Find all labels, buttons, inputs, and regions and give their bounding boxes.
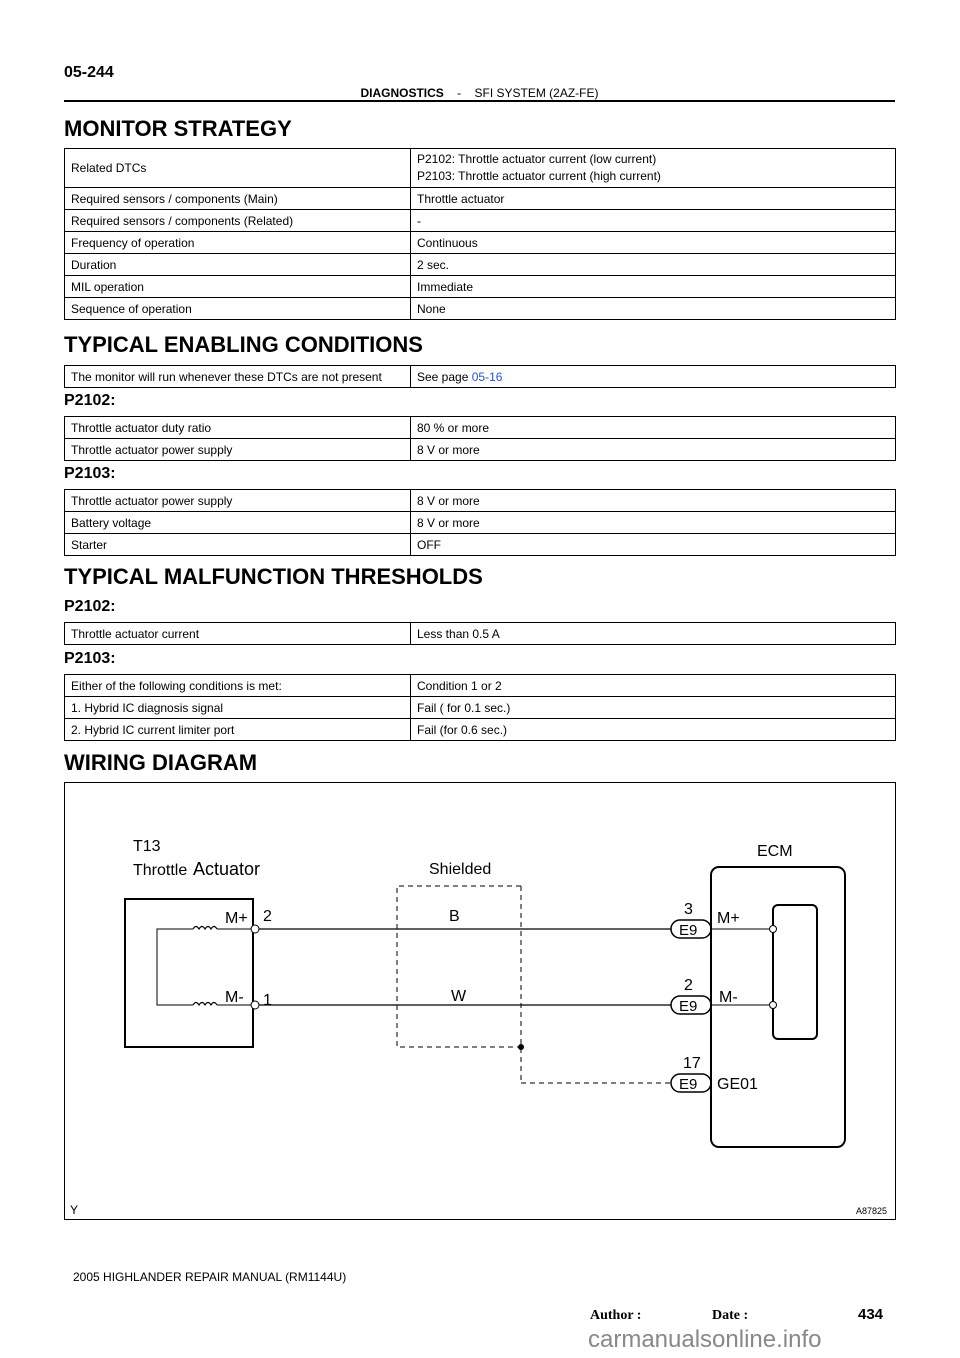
row-value	[411, 232, 896, 254]
header-section: DIAGNOSTICS	[360, 86, 444, 100]
actuator-terminal-1	[251, 1001, 259, 1009]
row-value-line: None	[417, 301, 446, 316]
thresholds-p2103-table	[64, 674, 896, 741]
row-label: Throttle actuator current	[65, 623, 411, 645]
row-value	[411, 623, 896, 645]
enabling-p2103-title: P2103:	[64, 465, 116, 482]
footer-author-label: Author :	[590, 1308, 642, 1323]
row-label: Duration	[65, 254, 411, 276]
row-value	[411, 188, 896, 210]
row-value-line: 8 V or more	[417, 493, 480, 508]
enabling-general-value	[411, 366, 896, 388]
ecm-box	[711, 867, 845, 1147]
actuator-pin-num-2: 2	[263, 908, 272, 925]
row-label: Battery voltage	[65, 512, 411, 534]
coil-lower-icon	[193, 1003, 255, 1006]
enabling-p2102-table	[64, 416, 896, 461]
table-row	[65, 623, 896, 645]
wiring-diagram-svg	[65, 783, 895, 1219]
table-row	[65, 254, 896, 276]
header-rule	[64, 100, 895, 102]
ecm-label: ECM	[757, 843, 793, 860]
row-value	[411, 276, 896, 298]
table-row	[65, 232, 896, 254]
row-value	[411, 298, 896, 320]
wire-label-b: B	[449, 908, 460, 925]
row-value	[411, 439, 896, 461]
malfunction-thresholds-title: TYPICAL MALFUNCTION THRESHOLDS	[64, 564, 483, 589]
enabling-conditions-title: TYPICAL ENABLING CONDITIONS	[64, 332, 423, 357]
row-value-line: Continuous	[417, 235, 478, 250]
row-value-line: Condition 1 or 2	[417, 678, 502, 693]
component-name-2: Actuator	[193, 859, 261, 879]
ecm-pin-3: 3	[684, 901, 693, 918]
footer-date-label: Date :	[712, 1308, 749, 1323]
row-value-line: Less than 0.5 A	[417, 626, 500, 641]
component-name-1: Throttle	[133, 862, 188, 879]
row-value	[411, 534, 896, 556]
table-row	[65, 298, 896, 320]
footer-page-number: 434	[858, 1306, 884, 1323]
row-label: 1. Hybrid IC diagnosis signal	[65, 697, 411, 719]
table-row	[65, 439, 896, 461]
table-row	[65, 188, 896, 210]
row-label: MIL operation	[65, 276, 411, 298]
wiring-diagram-title: WIRING DIAGRAM	[64, 750, 258, 775]
row-value-line: 2 sec.	[417, 257, 450, 272]
table-row	[65, 149, 896, 188]
row-value-line: OFF	[417, 537, 441, 552]
row-label: Throttle actuator power supply	[65, 439, 411, 461]
row-value	[411, 490, 896, 512]
see-page-prefix: See page	[417, 369, 472, 384]
actuator-pin-mminus: M-	[225, 989, 244, 1006]
actuator-terminal-2	[251, 925, 259, 933]
header-subsection: SFI SYSTEM (2AZ-FE)	[474, 86, 599, 100]
connector-label-e9-b: E9	[679, 998, 698, 1015]
row-value-line: Fail (for 0.6 sec.)	[417, 722, 508, 737]
page-code: 05-244	[64, 64, 114, 81]
row-value	[411, 719, 896, 741]
table-row	[65, 512, 896, 534]
row-label: Required sensors / components (Main)	[65, 188, 411, 210]
table-row	[65, 534, 896, 556]
ecm-terminal-label-ge01: GE01	[717, 1076, 758, 1093]
wire-label-w: W	[451, 988, 467, 1005]
row-value-line: P2102: Throttle actuator current (low current)	[417, 152, 657, 166]
enabling-general-label: The monitor will run whenever these DTCs are not present	[65, 366, 411, 388]
actuator-pin-num-1: 1	[263, 992, 272, 1009]
corner-marker: Y	[70, 1203, 79, 1217]
table-row	[65, 719, 896, 741]
table-row	[65, 366, 896, 388]
row-label: 2. Hybrid IC current limiter port	[65, 719, 411, 741]
monitor-strategy-title: MONITOR STRATEGY	[64, 116, 292, 141]
row-label: Required sensors / components (Related)	[65, 210, 411, 232]
wiring-diagram	[64, 782, 896, 1220]
thresholds-p2103-title: P2103:	[64, 650, 116, 667]
actuator-internal-loop	[157, 929, 193, 1005]
ecm-terminal-mplus	[770, 926, 777, 933]
row-value	[411, 697, 896, 719]
shielded-label: Shielded	[429, 861, 492, 878]
row-value-line: Fail ( for 0.1 sec.)	[417, 700, 511, 715]
enabling-p2103-table	[64, 489, 896, 556]
table-row	[65, 490, 896, 512]
ecm-pin-2: 2	[684, 977, 693, 994]
row-label: Frequency of operation	[65, 232, 411, 254]
row-value	[411, 512, 896, 534]
row-label: Related DTCs	[65, 149, 411, 188]
row-value-line: -	[417, 213, 421, 228]
figure-id: A87825	[856, 1206, 888, 1216]
row-value	[411, 149, 896, 188]
row-label: Starter	[65, 534, 411, 556]
table-row	[65, 697, 896, 719]
row-label: Throttle actuator power supply	[65, 490, 411, 512]
thresholds-p2102-table	[64, 622, 896, 645]
row-value-line: 80 % or more	[417, 420, 490, 435]
thresholds-p2102-title: P2102:	[64, 598, 116, 615]
shield-joint	[518, 1044, 524, 1050]
row-label: Throttle actuator duty ratio	[65, 417, 411, 439]
ecm-internal-block	[773, 905, 817, 1039]
page-header	[64, 86, 895, 100]
row-value	[411, 675, 896, 697]
row-value-line: Throttle actuator	[417, 191, 505, 206]
row-value	[411, 417, 896, 439]
ecm-terminal-mminus	[770, 1002, 777, 1009]
row-value	[411, 210, 896, 232]
watermark: carmanualsonline.info	[588, 1326, 822, 1353]
connector-label-e9-a: E9	[679, 922, 698, 939]
row-value	[411, 254, 896, 276]
enabling-p2102-title: P2102:	[64, 392, 116, 409]
table-row	[65, 417, 896, 439]
enabling-general-table	[64, 365, 896, 388]
monitor-strategy-table	[64, 148, 896, 320]
table-row	[65, 276, 896, 298]
connector-label-e9-c: E9	[679, 1076, 698, 1093]
row-label: Sequence of operation	[65, 298, 411, 320]
table-row	[65, 210, 896, 232]
ecm-pin-17: 17	[683, 1055, 701, 1072]
ecm-terminal-label-mplus: M+	[717, 910, 740, 927]
footer-manual: 2005 HIGHLANDER REPAIR MANUAL (RM1144U)	[73, 1270, 347, 1284]
header-separator: -	[457, 86, 462, 100]
page-link[interactable]: 05-16	[471, 369, 503, 384]
row-value-line: P2103: Throttle actuator current (high current)	[417, 169, 661, 183]
table-row	[65, 675, 896, 697]
actuator-pin-mplus: M+	[225, 910, 248, 927]
row-label: Either of the following conditions is met:	[65, 675, 411, 697]
ecm-terminal-label-mminus: M-	[719, 989, 738, 1006]
row-value-line: 8 V or more	[417, 515, 480, 530]
row-value-line: Immediate	[417, 279, 474, 294]
component-code: T13	[133, 838, 161, 855]
row-value-line: 8 V or more	[417, 442, 480, 457]
